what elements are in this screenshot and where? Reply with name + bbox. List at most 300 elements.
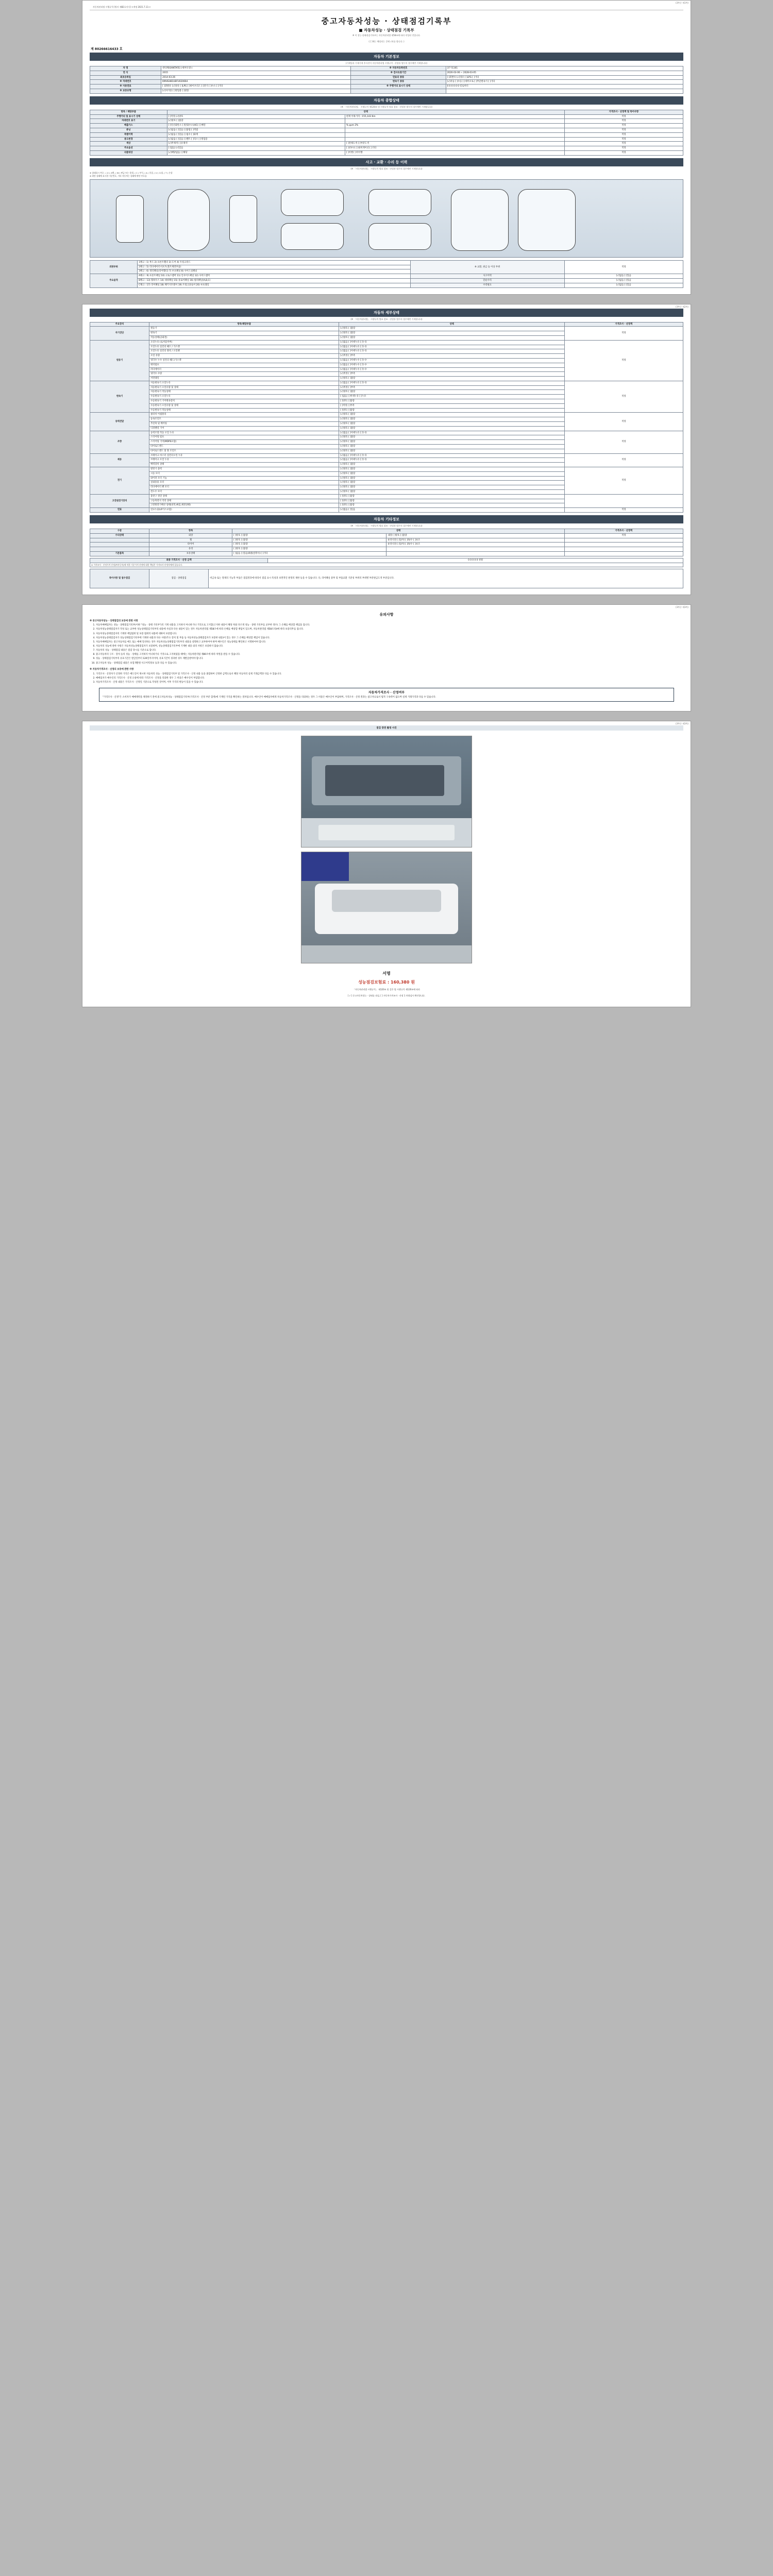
notice-1-item-2: 3. 자동차성능상태점검자의 기재한 책임범위 및 보증 범위의 내용에 대하여 보증합니다. (96, 633, 683, 636)
detail-state-0-2[interactable]: [√]양호 [ ]불량 (339, 335, 564, 340)
detail-item-5-1: 브레이크 오일 누유 (149, 458, 339, 463)
overall-extra-1[interactable] (345, 119, 564, 124)
basic-info-table (90, 66, 683, 94)
declaration-box (99, 688, 674, 702)
total-value: 0 0 0 0 0 천원 (268, 558, 683, 563)
basic-label2-1: ※ 검사유효기간 (351, 71, 446, 75)
notice-2-item-2: 3. 자동차가격조사 · 산정 내용은 가격조사 · 산정일 기준으로 작성된 것이며, 이후 가격의 변동이 있을 수 있습니다. (96, 681, 683, 685)
basic-value-0[interactable]: 싼타페(SANTAFE) (세부모델-) (161, 66, 351, 71)
others-row (90, 547, 683, 552)
detail-state-6-2[interactable]: [√]양호 [ ]불량 (339, 476, 564, 481)
diagram-engine-view (451, 189, 509, 251)
detail-group-1: 원동기 (90, 340, 149, 381)
detail-state-table (90, 322, 683, 513)
overall-item-3: 튜닝 (90, 128, 167, 132)
notice-2-item-1: 2. 매매업자가 매수인의 가격조사 · 산정 요청에 따라 가격조사 · 산정을 의뢰한 경우 그 비용은 매수인이 부담합니다. (96, 677, 683, 681)
basic-row (90, 75, 683, 80)
form-code: 자동차관리법 시행규칙 [별지 제82호서식] <개정 2021.7.13.> (93, 6, 151, 8)
overall-state-7[interactable]: [ ]없음 [√]있음 (167, 146, 345, 151)
detail-state-2-1[interactable]: [√]적정 [ ]부족 (339, 385, 564, 390)
others-extra-2[interactable]: 운전석전 [ ]앞/뒤 [ ]좌/우 [ ]보조 (386, 543, 564, 547)
detail-item-3-0: 클러치 어셈블리 (149, 413, 339, 417)
detail-header-2: 상태 (339, 322, 564, 327)
detail-item-4-4: 타이로드앤드 및 볼 조인트 (149, 449, 339, 453)
detail-state-4-4[interactable]: [√]양호 [ ]불량 (339, 449, 564, 453)
others-item-0: 외장 (149, 533, 232, 538)
sheet-1 (82, 0, 691, 295)
overall-note-7: 적정 (564, 146, 683, 151)
detail-note-0: 적정 (564, 327, 683, 340)
detail-group-6: 전기 (90, 467, 149, 495)
footer-note-1: 「자동차관리법 시행규칙」 제120조 및 같은 법 시행규칙 제120조에 따라 (352, 988, 421, 991)
notice-1-item-7: 8. 중고자동차의 구조 · 장치 등의 성능 · 상태를 고지하지 아니하거나 거짓으로 고지하였을 때에는 자동차관리법 제80조에 따라 처벌을 받을 수 있습니다. (96, 653, 683, 657)
notice-list-2 (96, 673, 683, 685)
notice-sec1-title: ※ 중고자동차성능 · 상태점검의 보증에 관한 사항 (90, 619, 138, 622)
overall-state-8[interactable]: [√]해당없음 [ ]해당 (167, 150, 345, 155)
detail-note-6: 적정 (564, 467, 683, 495)
accident-row-k-1: 단순수리 (410, 278, 564, 283)
memo-text[interactable]: 비금속 또는 철제의 기능작 부품은 점검결과에 따라서 점검 표시 특성과 보면적인 판경의 제한 등을 수 있습니다. 다, 리어패널 중후 및 부품교환 기준성 부위의 부위별 부분판금도색 부분입니다. (209, 569, 683, 588)
notice-1-item-5: 6. 자동차의 성능에 관한 사항은 자동차성능상태점검자가 보증하며, 성능상태점검기록부에 기재한 내용 외의 사항은 보증하지 않습니다. (96, 645, 683, 649)
basic-value-2[interactable]: 2014-03-26 (161, 75, 351, 80)
sheet-4 (82, 721, 691, 1007)
detail-item-0-0: 원동기 (149, 327, 339, 331)
overall-row (90, 146, 683, 151)
basic-label2-5 (351, 89, 446, 93)
overall-item-7: 주요옵션 (90, 146, 167, 151)
others-item-3: 유리 (149, 547, 232, 552)
signature-label: 서명 (382, 971, 391, 976)
overall-state-table (90, 110, 683, 156)
others-item-1: 휠 (149, 538, 232, 543)
notice-sec2-title: ※ 자동차가격조사 · 산정의 보증에 관한 사항 (90, 668, 134, 671)
accident-row-v-2[interactable]: [√]없음 [ ]있음 (564, 283, 683, 287)
overall-state-0[interactable]: [ ]적정 [√]양호 (167, 114, 345, 119)
overall-row (90, 142, 683, 146)
detail-item-2-2: 자동변속기 작동상태 (149, 390, 339, 395)
basic-label2-4: ※ 주행거리 표시기 상태 (351, 84, 446, 89)
basic-value2-1[interactable]: 2026-03-06 ~ 2028-03-05 (446, 71, 683, 75)
accident-result-label: ※ 교환, 판금 등 이상 부위 (410, 260, 564, 274)
accident-parts-table (90, 260, 683, 288)
detail-row (90, 327, 683, 331)
detail-state-4-0[interactable]: [√]없음 [ ]미세누유 [ ]누유 (339, 431, 564, 435)
accident-left-item-2: 3랭크 : 6) 쿼터패널(리어휀더) 7) 루프패널 8) 사이드실패널 (138, 269, 410, 274)
page-indicator-3: (3쪽중 제3쪽) (676, 605, 688, 608)
basic-value2-4[interactable]: 0 0 0 0 0 0 킬로미터 (446, 84, 683, 89)
detail-item-1-3: 오일 유량 (149, 354, 339, 359)
accident-legend-1: ※ 상태표시 부호 : ( X ) 교환, ( W ) 판금 또는 용접, ( C ) 부식, ( A ) 흠집, ( U ) 요철, ( T ) 손상 (90, 171, 173, 174)
sheet-2 (82, 304, 691, 595)
basic-row (90, 80, 683, 84)
detail-state-4-1[interactable]: [√]양호 [ ]불량 (339, 435, 564, 440)
detail-note-7 (564, 494, 683, 507)
detail-item-1-6: 라디에이터 (149, 367, 339, 372)
footer-note-2: [ √ ] 중고자동차성능 · 상태를 점검, [ ] 자동차가격조사 · 산정 1 차량검사 확인합니다. (347, 994, 426, 997)
total-price-table (90, 558, 683, 567)
overall-extra-6[interactable]: [ ]전체도색 [ ]부분도색 (345, 142, 564, 146)
basic-label-5: ※ 보증유형 (90, 89, 161, 93)
overall-state-3[interactable]: [√]없음 [ ]있음 [ ]불법 [ ]적법 (167, 128, 345, 132)
others-state-2[interactable]: [ ]양호 [ ]불량 (232, 543, 386, 547)
others-extra-4[interactable] (386, 551, 564, 556)
accident-legend-2: ※ 하단 상태에 표시한 기준번호, 기타 자동차는 상태에 판단 부호를 (90, 174, 147, 177)
detail-state-6-3[interactable]: [√]양호 [ ]불량 (339, 481, 564, 485)
basic-label2-0: ※ 자동차등록번호 (351, 66, 446, 71)
overall-note-3: 적정 (564, 128, 683, 132)
overall-note-2: 적정 (564, 124, 683, 128)
overall-item-2: 배출가스 (90, 124, 167, 128)
detail-state-2-5[interactable]: [ ]적정 [ ]부족 (339, 403, 564, 408)
overall-extra-3[interactable] (345, 128, 564, 132)
others-group-4: 기본품목 (90, 551, 149, 556)
diagram-frame-view (518, 189, 576, 251)
detail-state-1-2[interactable]: [√]없음 [ ]미세누유 [ ]누유 (339, 349, 564, 354)
detail-state-2-3[interactable]: [ ]없음 [ ]미세누유 [ ]누유 (339, 395, 564, 399)
detail-row (90, 381, 683, 385)
detail-state-5-2[interactable]: [√]양호 [ ]불량 (339, 463, 564, 467)
document-page (0, 0, 773, 1007)
detail-state-7-0[interactable]: [ ]양호 [ ]불량 (339, 494, 564, 499)
detail-state-2-0[interactable]: [√]없음 [ ]미세누유 [ ]누유 (339, 381, 564, 385)
others-row (90, 551, 683, 556)
others-header-3: 가격조사 · 산정액 (564, 529, 683, 534)
detail-item-0-1: 변속기 (149, 331, 339, 336)
detail-row (90, 508, 683, 513)
vehicle-damage-diagram (90, 179, 683, 258)
accident-right-title: 주요골격 (90, 274, 138, 287)
basic-value2-3[interactable]: [√]자동 [ ]수동 [ ]세미오토 [ ]무단변속기 [ ]기타 (446, 80, 683, 84)
overall-row (90, 137, 683, 142)
detail-note-1: 적정 (564, 340, 683, 381)
detail-item-2-6: 수동변속기 작동상태 (149, 408, 339, 413)
detail-state-5-0[interactable]: [√]없음 [ ]미세누유 [ ]누유 (339, 453, 564, 458)
others-header-0: 구분 (90, 529, 149, 534)
detail-group-4: 조향 (90, 431, 149, 453)
memo-label: 특이사항 및 침수점검 (90, 569, 149, 588)
detail-header-1: 항목/해당부품 (149, 322, 339, 327)
overall-row (90, 132, 683, 137)
photos-section-title: 점검 장면 촬영 사진 (90, 725, 683, 731)
detail-state-4-2[interactable]: [√]양호 [ ]불량 (339, 440, 564, 445)
detail-state-1-0[interactable]: [√]없음 [ ]미세누유 [ ]누유 (339, 340, 564, 345)
overall-item-5: 용도변경 (90, 137, 167, 142)
detail-item-3-1: 등속조인트 (149, 417, 339, 422)
diagram-top-view (167, 189, 210, 251)
detail-state-3-1[interactable]: [√]양호 [ ]불량 (339, 417, 564, 422)
others-state-4[interactable]: [ ]없음 [ ]있음(取扱설명서) [ ]기타 (232, 551, 386, 556)
detail-item-4-0: 동력조향 작동 오일 누유 (149, 431, 339, 435)
overall-header-1: 상태 (167, 110, 564, 114)
notice-list-1 (96, 624, 683, 665)
basic-value-4[interactable]: [ ]휘발유 [√]경유 [ ]LPG [ ]하이브리드 [ ]전기 [ ]수소 [ ]기타 (161, 84, 351, 89)
photo-gallery (90, 731, 683, 969)
basic-value2-5[interactable] (446, 89, 683, 93)
detail-header-0: 주요장치 (90, 322, 149, 327)
detail-item-7-2: 고전원전기배선 상태(피복,빠짐,체결상태) (149, 503, 339, 508)
accident-right-item-1: B랭크 : 13) 휠하우스 14) 대쉬패널 15) 플로어패널 16) 필러패널(A,B,C) (138, 278, 410, 283)
detail-state-8-0[interactable]: [√]없음 [ ]있음 (339, 508, 564, 513)
detail-group-7: 고전원전기장치 (90, 494, 149, 507)
others-extra-0[interactable]: 내장 [ ]양호 [ ]불량 (386, 533, 564, 538)
overall-header-2: 가격조사 · 산정액 및 특이사항 (564, 110, 683, 114)
detail-item-1-5: 워터펌프 (149, 363, 339, 367)
overall-note-8: 적정 (564, 150, 683, 155)
detail-group-5: 제동 (90, 453, 149, 467)
detail-state-1-3[interactable]: [√]적정 [ ]부족 (339, 354, 564, 359)
detail-state-1-1[interactable]: [√]없음 [ ]미세누유 [ ]누유 (339, 345, 564, 349)
accident-row-v-0[interactable]: [√]없음 [ ]있음 (564, 274, 683, 279)
detail-item-2-4: 수동변속기 기어변속장치 (149, 399, 339, 404)
diagram-front-view (116, 195, 144, 243)
detail-state-1-5[interactable]: [√]없음 [ ]미세누수 [ ]누수 (339, 363, 564, 367)
overall-item-1: 차대번호 표기 (90, 119, 167, 124)
detail-state-1-6[interactable]: [√]없음 [ ]미세누수 [ ]누수 (339, 367, 564, 372)
detail-item-7-0: 충전구 절연 상태 (149, 494, 339, 499)
detail-state-7-1[interactable]: [ ]양호 [ ]불량 (339, 499, 564, 503)
detail-state-1-7[interactable]: [√]적정 [ ]부족 (339, 372, 564, 377)
accident-right-item-2: C랭크 : 17) 리어패널 18) 패키지트레이 19) 트렁크플로어 20) 루프레일 (138, 283, 410, 287)
others-group-3 (90, 547, 149, 552)
overall-row (90, 119, 683, 124)
others-note-4 (564, 551, 683, 556)
vehicle-rear-photo[interactable] (301, 852, 472, 963)
detail-state-1-4[interactable]: [√]없음 [ ]미세누수 [ ]누수 (339, 358, 564, 363)
detail-item-4-2: 스티어링 기어(MDPS포함) (149, 440, 339, 445)
others-header-2: 상태 (232, 529, 565, 534)
overall-item-4: 특별이력 (90, 132, 167, 137)
total-note: ※ 가격조사 · 산정가격 산정(㈜자동차)에 의한 기준가격 산정에 대한 책임은 가격조사·산정자에게 있습니다. (90, 563, 683, 567)
detail-item-0-2: 작동상태(공회전) (149, 335, 339, 340)
overall-state-1[interactable]: [√]양호 [ ]불량 (167, 119, 345, 124)
accident-left-item-1: 2랭크 : 5) 라디에이터서포트(볼트체결부품) (138, 265, 410, 269)
page-indicator-2: (3쪽중 제2쪽) (676, 305, 688, 308)
form-header (90, 5, 683, 10)
section-others-title: 자동차 기타정보 (90, 515, 683, 523)
accident-left-title: 외판부위 (90, 260, 138, 274)
detail-state-3-3[interactable]: [√]양호 [ ]불량 (339, 426, 564, 431)
basic-label-1: 연 식 (90, 71, 161, 75)
document-number (91, 46, 683, 51)
overall-state-4[interactable]: [√]없음 [ ]있음 [ ]침수 [ ]화재 (167, 132, 345, 137)
basic-label-4: ※ 사용연료 (90, 84, 161, 89)
section-detail-note: (※ 「자동차관리법」 시행규칙 별표 참조 · 산업통 법무의 경우에만 기재합니다) (350, 317, 423, 320)
overall-row (90, 124, 683, 128)
detail-group-3: 동력전달 (90, 413, 149, 431)
overall-note-0: 적정 (564, 114, 683, 119)
doc-no-value: 80266616433 (94, 47, 119, 51)
basic-value-3[interactable]: KMHSH81UBFU020664 (161, 80, 351, 84)
notice-1-item-3: 4. 자동차성능상태점검자가 성능상태점검기록부에 기재한 내용과 다른 사항(주요 장치 및 부품 등 자동차성능상태점검자가 보증한 내용)이 있는 경우 그 손해를 배상할 책임이 있습니다. (96, 637, 683, 640)
sheet-3 (82, 604, 691, 712)
detail-item-6-5: 윈도우 모터 (149, 490, 339, 495)
detail-item-6-2: 와이퍼 모터 기능 (149, 476, 339, 481)
overall-extra-7[interactable]: [ ]선루프 [ ]내비게이션 [ ]기타 (345, 146, 564, 151)
price-value: 160,380 원 (390, 980, 415, 985)
detail-state-0-1[interactable]: [√]양호 [ ]불량 (339, 331, 564, 336)
others-state-3[interactable]: [ ]양호 [ ]불량 (232, 547, 386, 552)
overall-note-6: 적정 (564, 142, 683, 146)
notice-1-item-8: 9. 성능 · 상태점검기록부의 유효기간은 발급일부터 120일까지이며, 유효기간이 경과한 경우 재발급받아야 합니다. (96, 657, 683, 661)
overall-header-0: 항목 / 해당부품 (90, 110, 167, 114)
detail-group-0: 자기진단 (90, 327, 149, 340)
section-detail-title: 자동차 세부상태 (90, 309, 683, 317)
detail-note-8: 적정 (564, 508, 683, 513)
detail-group-8: 연료 (90, 508, 149, 513)
basic-value2-2[interactable]: [ ]휘발유 [√]경유 [ ]LPG [ ]기타 (446, 75, 683, 80)
detail-item-1-1: 오일누유 실린더 헤드 / 가스켓 (149, 345, 339, 349)
detail-row (90, 494, 683, 499)
others-group-2 (90, 543, 149, 547)
detail-item-2-1: 자동변속기 오일유량 및 상태 (149, 385, 339, 390)
others-state-1[interactable]: [ ]양호 [ ]불량 (232, 538, 386, 543)
basic-value-5[interactable]: [√]자가용 [ ]영업용 [ ]관용 (161, 89, 351, 93)
memo-table (90, 569, 683, 588)
basic-label-3: ※ 차대번호 (90, 80, 161, 84)
detail-state-1-8[interactable]: [√]양호 [ ]불량 (339, 377, 564, 381)
detail-note-4: 적정 (564, 431, 683, 453)
overall-extra-8[interactable]: [ ]이행 [ ]미이행 (345, 150, 564, 155)
basic-value2-0[interactable]: 37가1161 (446, 66, 683, 71)
detail-item-1-4: 냉각수 누수 실린더 헤드/가스켓 (149, 358, 339, 363)
price-label: 성능점검보험료 : (358, 980, 390, 985)
detail-state-4-3[interactable]: [√]양호 [ ]불량 (339, 445, 564, 449)
detail-row (90, 431, 683, 435)
detail-item-3-3: 디퍼렌셜 기어 (149, 426, 339, 431)
notice-2-item-0: 1. 가격조사 · 산정자가 산정한 가격은 매도인이 제시한 자동차의 성능 · 상태점검기록부 및 가격조사 · 산정 내용 등을 종합하여 산정한 금액으로서 해당 자동차의 실제 거래금액과 다를 수 있습니다. (96, 673, 683, 676)
detail-item-7-1: 구동축전지 격리 상태 (149, 499, 339, 503)
section-accident-title: 사고 · 교환 · 수리 등 이력 (90, 158, 683, 166)
detail-item-8-0: 연료누출(LP가스포함) (149, 508, 339, 513)
detail-item-4-1: 스티어링 펌프 (149, 435, 339, 440)
diagram-left-side-view (281, 189, 344, 216)
section-basic-note: (기재일과 기재기재 후사진이 자동차관리법 시행규칙 · 산업통 법무의 경우에만 기재합니다) (345, 62, 428, 64)
section-others-note: (※ 「자동차관리법」 시행규칙 별표 참조 · 산업통 법무의 경우에만 기재합니다) (350, 524, 423, 527)
detail-state-6-4[interactable]: [√]양호 [ ]불량 (339, 485, 564, 490)
total-label: 최종 가격조사 · 산정 금액 (90, 558, 268, 563)
detail-state-0-0[interactable]: [√]양호 [ ]불량 (339, 327, 564, 331)
others-header-1: 항목 (149, 529, 232, 534)
notice-1-item-6: 7. 자동차의 성능 · 상태점검 내용은 점검 당시를 기준으로 합니다. (96, 649, 683, 653)
others-row (90, 543, 683, 547)
engine-bay-photo[interactable] (301, 736, 472, 848)
detail-item-3-2: 추진축 및 베어링 (149, 422, 339, 427)
detail-state-6-5[interactable]: [√]양호 [ ]불량 (339, 490, 564, 495)
overall-note-4: 적정 (564, 132, 683, 137)
memo-sub-label: 점검 · 상태점검 (149, 569, 209, 588)
others-row (90, 538, 683, 543)
declaration-body: "가격조사 · 산정"은 소비자가 매매계약을 체결하기 전에 중고자동차성능 · 상태점검기록부(가격조사 · 산정 부분 합계)에 기재된 가격을 확인하는 절차입니다. 매수인이 매매업자에게 자동차가격조사 · 산정을 의뢰하는 경우 그 비용은 매수인이 부담하며, 가격조사 · 산정 결과는 참고자료로서 법적 구속력이 없으며 실제 거래가격과 다를 수 있습니다. (103, 696, 436, 699)
overall-row (90, 128, 683, 132)
detail-note-3: 적정 (564, 413, 683, 431)
accident-right-item-0: A랭크 : 9) 프론트패널 10) 크로스멤버 11) 인사이드패널 12) 사이드멤버 (138, 274, 410, 279)
inspection-price (90, 978, 683, 988)
section-basic-title: 자동차 기본정보 (90, 53, 683, 61)
detail-item-5-0: 브레이크 마스터 실린더오일 누유 (149, 453, 339, 458)
detail-item-2-3: 수동변속기 오일누유 (149, 395, 339, 399)
overall-state-2[interactable]: [ ]일산화탄소 [ ]탄화수소(HC) [ ]매연 (167, 124, 345, 128)
page-indicator-1: (3쪽중 제1쪽) (676, 2, 688, 4)
diagram-right-side-view (281, 223, 344, 250)
detail-state-5-1[interactable]: [√]없음 [ ]미세누유 [ ]누유 (339, 458, 564, 463)
page-subtitle: ■ 자동차성능 · 상태점검 기록부 (359, 28, 414, 32)
detail-state-3-0[interactable]: [√]양호 [ ]불량 (339, 413, 564, 417)
detail-item-2-0: 자동변속기 오일누유 (149, 381, 339, 385)
overall-note-1: 적정 (564, 119, 683, 124)
detail-item-5-2: 배력장치 상태 (149, 463, 339, 467)
detail-state-3-2[interactable]: [√]양호 [ ]불량 (339, 422, 564, 427)
detail-item-1-0: 오일누유 (로커암커버) (149, 340, 339, 345)
basic-row (90, 84, 683, 89)
notice-title: 유의사항 (379, 612, 394, 617)
detail-item-6-1: 시동 모터 (149, 471, 339, 476)
accident-row-k-0: 사고이력 (410, 274, 564, 279)
detail-item-1-2: 오일누유 실린더 블록 / 오일팬 (149, 349, 339, 354)
detail-item-1-8: 커먼레일 (149, 377, 339, 381)
detail-row (90, 413, 683, 417)
page-indicator-4: (3쪽중 제3쪽) (676, 722, 688, 725)
notice-1-item-4: 5. 자동차매매업자는 중고자동차를 매도 또는 매매 알선하는 경우 자동차성능상태점검기록부의 내용을 설명하고 교부하여야 하며 매수인은 성능상태를 확인하고 서명하여야 합니다. (96, 641, 683, 645)
page-subnote-1: ※ 이 성능·상태점검기록부는 자동차관리법 제58조에 따라 작성된 것입니다. (352, 34, 421, 37)
overall-item-8: 리콜대상 (90, 150, 167, 155)
detail-state-6-1[interactable]: [√]양호 [ ]불량 (339, 471, 564, 476)
others-note-3 (564, 547, 683, 552)
others-row (90, 533, 683, 538)
detail-row (90, 340, 683, 345)
detail-header-3: 가격조사 · 산정액 (564, 322, 683, 327)
others-note-1 (564, 538, 683, 543)
basic-row (90, 89, 683, 93)
overall-extra-0[interactable]: 현재 이륙거리 : 155,143 Km (345, 114, 564, 119)
overall-item-6: 색상 (90, 142, 167, 146)
doc-no-label: 제 (91, 47, 94, 51)
section-overall-title: 자동차 종합상태 (90, 96, 683, 105)
page-title: 중고자동차성능 · 상태점검기록부 (321, 16, 452, 26)
detail-state-6-0[interactable]: [√]양호 [ ]불량 (339, 467, 564, 472)
detail-row (90, 453, 683, 458)
notice-1-item-0: 1. 자동차매매업자는 성능 · 상태점검기록부(이하 "성능 · 상태 기록부")의 기재 내용을 고지하지 아니하거나 거짓으로 고지할(고지한 내용이 해당 차와 다르게 성능 · 상태 기록부를 교부한 경우) 그 손해를 배상할 책임을 집니다. (96, 624, 683, 628)
others-state-0[interactable]: [ ]양호 [ ]불량 (232, 533, 386, 538)
others-extra-1[interactable]: 운전석전 [ ]앞/뒤 [ ]좌/우 [ ]보조 (386, 538, 564, 543)
detail-item-1-7: 냉각수 수량 (149, 372, 339, 377)
section-accident-note: (※ 「자동차관리법」 시행규칙 별표 참조 · 산업통 법무의 경우에만 기재합니다) (350, 167, 423, 170)
overall-item-0: 주행거리 및 표시기 상태 (90, 114, 167, 119)
others-item-2: 타이어 (149, 543, 232, 547)
overall-state-5[interactable]: [√]없음 [ ]있음 [ ]렌트 [ ]리스 [ ]영업용 (167, 137, 345, 142)
detail-state-7-2[interactable]: [ ]양호 [ ]불량 (339, 503, 564, 508)
others-extra-3[interactable] (386, 547, 564, 552)
overall-state-6[interactable]: [√]무채색 [ ]유채색 (167, 142, 345, 146)
detail-state-2-4[interactable]: [ ]양호 [ ]불량 (339, 399, 564, 404)
accident-left-item-0: 1랭크 : 1) 후드 2) 프론트휀더 3) 도어 4) 트렁크리드 (138, 260, 410, 265)
overall-extra-5[interactable] (345, 137, 564, 142)
accident-row-v-1[interactable]: [√]없음 [ ]있음 (564, 278, 683, 283)
overall-extra-4[interactable] (345, 132, 564, 137)
basic-label2-2: 연료의 종류 (351, 75, 446, 80)
detail-group-2: 변속기 (90, 381, 149, 413)
overall-extra-2[interactable]: % ppm 2% (345, 124, 564, 128)
basic-label-2: 최초등록일 (90, 75, 161, 80)
detail-note-2: 적정 (564, 381, 683, 413)
overall-row (90, 114, 683, 119)
notice-1-item-1: 2. 자동차성능상태점검자가 작성 또는 교부한 성능상태점검기록부의 내용에 사실과 다른 내용이 있는 경우 자동차관리법 제58조에 따라 손해를 배상할 책임이 있으며, 자동차관리법 제58조의4에 따라 보증의무를 집니다. (96, 628, 683, 632)
others-item-4: 보유상태 (149, 551, 232, 556)
overall-row (90, 150, 683, 155)
detail-state-2-2[interactable]: [√]양호 [ ]불량 (339, 390, 564, 395)
accident-row-k-2: 수리필요 (410, 283, 564, 287)
detail-state-2-6[interactable]: [ ]양호 [ ]불량 (339, 408, 564, 413)
basic-value-1[interactable]: 2015 (161, 71, 351, 75)
